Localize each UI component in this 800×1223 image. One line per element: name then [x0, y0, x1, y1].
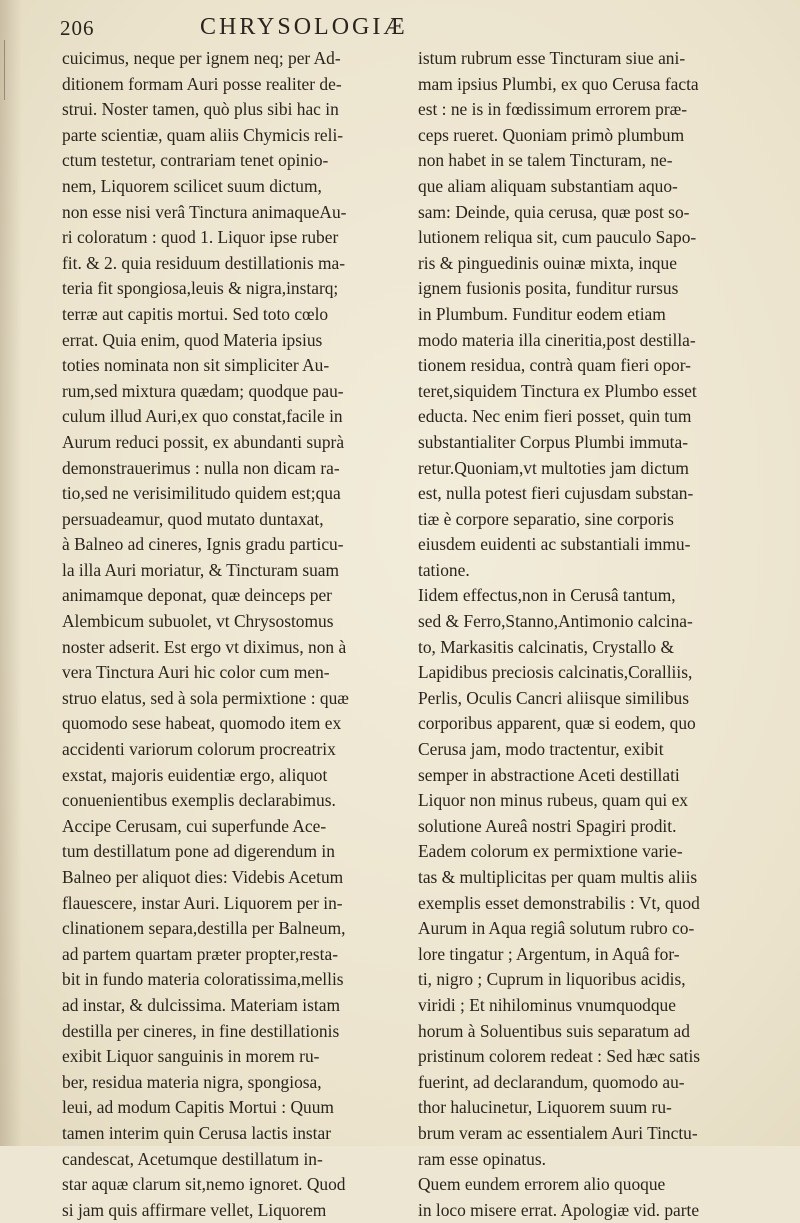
text-line: pristinum colorem redeat : Sed hæc satis [418, 1046, 701, 1067]
text-line: demonstrauerimus : nulla non dicam ra- [62, 457, 340, 478]
text-line: substantialiter Corpus Plumbi immuta- [418, 431, 689, 452]
text-line: ris & pinguedinis ouinæ mixta, inque [418, 252, 677, 273]
text-line: teret,siquidem Tinctura ex Plumbo esset [418, 380, 697, 401]
text-line: flauescere, instar Auri. Liquorem per in- [62, 892, 343, 913]
text-line: leui, ad modum Capitis Mortui : Quum [62, 1097, 334, 1118]
text-line: Eadem colorum ex permixtione varie- [418, 841, 683, 862]
spine-shadow [0, 0, 22, 1146]
text-line: est : ne is in fœdissimum errorem præ- [418, 99, 688, 120]
text-line: Perlis, Oculis Cancri aliisque similibus [418, 687, 689, 708]
text-line: ri coloratum : quod 1. Liquor ipse ruber [62, 227, 339, 248]
text-line: to, Markasitis calcinatis, Crystallo & [418, 636, 674, 657]
text-line: persuadeamur, quod mutato duntaxat, [62, 508, 324, 529]
text-line: noster adserit. Est ergo vt diximus, non à [62, 636, 347, 657]
left-text-column [62, 46, 392, 1223]
text-line: accidenti variorum colorum procreatrix [62, 739, 336, 760]
text-line: struo elatus, sed à sola permixtione : quæ [62, 687, 349, 708]
text-line: exibit Liquor sanguinis in morem ru- [62, 1046, 320, 1067]
text-line: exstat, majoris euidentiæ ergo, aliquot [62, 764, 328, 785]
text-line: non habet in se talem Tincturam, ne- [418, 150, 673, 171]
text-line: Quem eundem errorem alio quoque [418, 1174, 666, 1195]
text-line: ad partem quartam præter propter,resta- [62, 943, 338, 964]
text-line: thor halucinetur, Liquorem suum ru- [418, 1097, 672, 1118]
page-edge-mark [4, 40, 5, 100]
text-line: exemplis esset demonstrabilis : Vt, quod [418, 892, 700, 913]
text-line: Balneo per aliquot dies: Videbis Acetum [62, 867, 344, 887]
text-line: ignem fusionis posita, funditur rursus [418, 278, 679, 299]
text-line: terræ aut capitis mortui. Sed toto cœlo [62, 303, 329, 324]
text-line: ceps rueret. Quoniam primò plumbum [418, 124, 685, 145]
text-line: candescat, Acetumque destillatum in- [62, 1148, 323, 1169]
text-line: ti, nigro ; Cuprum in liquoribus acidis, [418, 969, 686, 990]
text-line: lore tingatur ; Argentum, in Aquâ for- [418, 943, 680, 964]
text-line: Lapidibus preciosis calcinatis,Coralliis, [418, 662, 693, 683]
text-line: bit in fundo materia coloratissima,mellis [62, 969, 344, 990]
text-line: fit. & 2. quia residuum destillationis ma- [62, 252, 346, 273]
text-line: quomodo sese habeat, quomodo item ex [62, 713, 342, 734]
text-line: destilla per cineres, in fine destillationis [62, 1020, 340, 1041]
text-line: errat. Quia enim, quod Materia ipsius [62, 329, 323, 350]
text-line: culum illud Auri,ex quo constat,facile in [62, 406, 343, 427]
page-header [60, 14, 760, 46]
text-line: Aurum in Aqua regiâ solutum rubro co- [418, 918, 695, 939]
text-line: educta. Nec enim fieri posset, quin tum [418, 406, 692, 427]
text-line: corporibus apparent, quæ si eodem, quo [418, 713, 696, 734]
running-title: CHRYSOLOGIÆ [200, 14, 408, 40]
page-number: 206 [60, 16, 95, 40]
text-line: Accipe Cerusam, cui superfunde Ace- [62, 815, 327, 836]
text-line: toties nominata non sit simpliciter Au- [62, 355, 330, 376]
text-line: ctum testetur, contrariam tenet opinio- [62, 150, 329, 171]
text-line: clinationem separa,destilla per Balneum, [62, 918, 346, 939]
text-line: semper in abstractione Aceti destillati [418, 764, 680, 785]
text-line: tum destillatum pone ad digerendum in [62, 841, 335, 862]
text-line: tionem residua, contrà quam fieri opor- [418, 355, 691, 376]
text-line: animamque deponat, quæ deinceps per [62, 585, 332, 606]
text-line: tatione. [418, 559, 470, 580]
text-line: istum rubrum esse Tincturam siue ani- [418, 48, 686, 68]
text-line: modo materia illa cineritia,post destilla- [418, 329, 696, 350]
text-line: in Plumbum. Funditur eodem etiam [418, 303, 666, 324]
text-line: est, nulla potest fieri cujusdam substan- [418, 483, 694, 504]
text-line: tas & multiplicitas per quam multis aliis [418, 867, 698, 887]
text-line: ad instar, & dulcissima. Materiam istam [62, 994, 340, 1015]
text-line: solutione Aureâ nostri Spagiri prodit. [418, 815, 677, 836]
text-line: cuicimus, neque per ignem neq; per Ad- [62, 48, 341, 68]
text-line: si jam quis affirmare vellet, Liquorem [62, 1199, 327, 1220]
text-line: teria fit spongiosa,leuis & nigra,instarq; [62, 278, 339, 299]
text-line: que aliam aliquam substantiam aquo- [418, 175, 678, 196]
text-line: la illa Auri moriatur, & Tincturam suam [62, 559, 340, 580]
text-line: star aquæ clarum sit,nemo ignoret. Quod [62, 1174, 346, 1195]
text-line: tio,sed ne verisimilitudo quidem est;qua [62, 483, 341, 504]
right-text-column [418, 46, 748, 1223]
text-line: Liquor non minus rubeus, quam qui ex [418, 790, 689, 811]
text-line: in loco misere errat. Apologiæ vid. parte [418, 1199, 700, 1220]
text-line: non esse nisi verâ Tinctura animaqueAu- [62, 201, 347, 222]
text-line: Iidem effectus,non in Cerusâ tantum, [418, 585, 676, 606]
text-line: Cerusa jam, modo tractentur, exibit [418, 739, 664, 760]
text-line: ber, residua materia nigra, spongiosa, [62, 1071, 322, 1092]
text-line: eiusdem euidenti ac substantiali immu- [418, 534, 691, 555]
text-line: retur.Quoniam,vt multoties jam dictum [418, 457, 689, 478]
text-line: rum,sed mixtura quædam; quodque pau- [62, 380, 344, 401]
text-line: conuenientibus exemplis declarabimus. [62, 790, 336, 811]
text-line: mam ipsius Plumbi, ex quo Cerusa facta [418, 73, 699, 94]
text-line: viridi ; Et nihilominus vnumquodque [418, 994, 676, 1015]
text-line: sam: Deinde, quia cerusa, quæ post so- [418, 201, 690, 222]
text-line: à Balneo ad cineres, Ignis gradu particu- [62, 534, 344, 555]
text-line: lutionem reliqua sit, cum pauculo Sapo- [418, 227, 697, 248]
text-line: tamen interim quin Cerusa lactis instar [62, 1122, 332, 1143]
text-line: tiæ è corpore separatio, sine corporis [418, 508, 674, 529]
text-line: brum veram ac essentialem Auri Tinctu- [418, 1122, 698, 1143]
text-line: vera Tinctura Auri hic color cum men- [62, 662, 330, 683]
text-line: strui. Noster tamen, quò plus sibi hac in [62, 99, 339, 120]
text-line: parte scientiæ, quam aliis Chymicis reli- [62, 124, 344, 145]
text-line: fuerint, ad declarandum, quomodo au- [418, 1071, 685, 1092]
text-line: nem, Liquorem scilicet suum dictum, [62, 175, 322, 196]
text-line: Alembicum subuolet, vt Chrysostomus [62, 611, 334, 632]
text-line: sed & Ferro,Stanno,Antimonio calcina- [418, 611, 693, 632]
text-line: ditionem formam Auri posse realiter de- [62, 73, 342, 94]
text-line: Aurum reduci possit, ex abundanti suprà [62, 431, 345, 452]
text-line: ram esse opinatus. [418, 1148, 546, 1169]
text-line: horum à Soluentibus suis separatum ad [418, 1020, 690, 1041]
